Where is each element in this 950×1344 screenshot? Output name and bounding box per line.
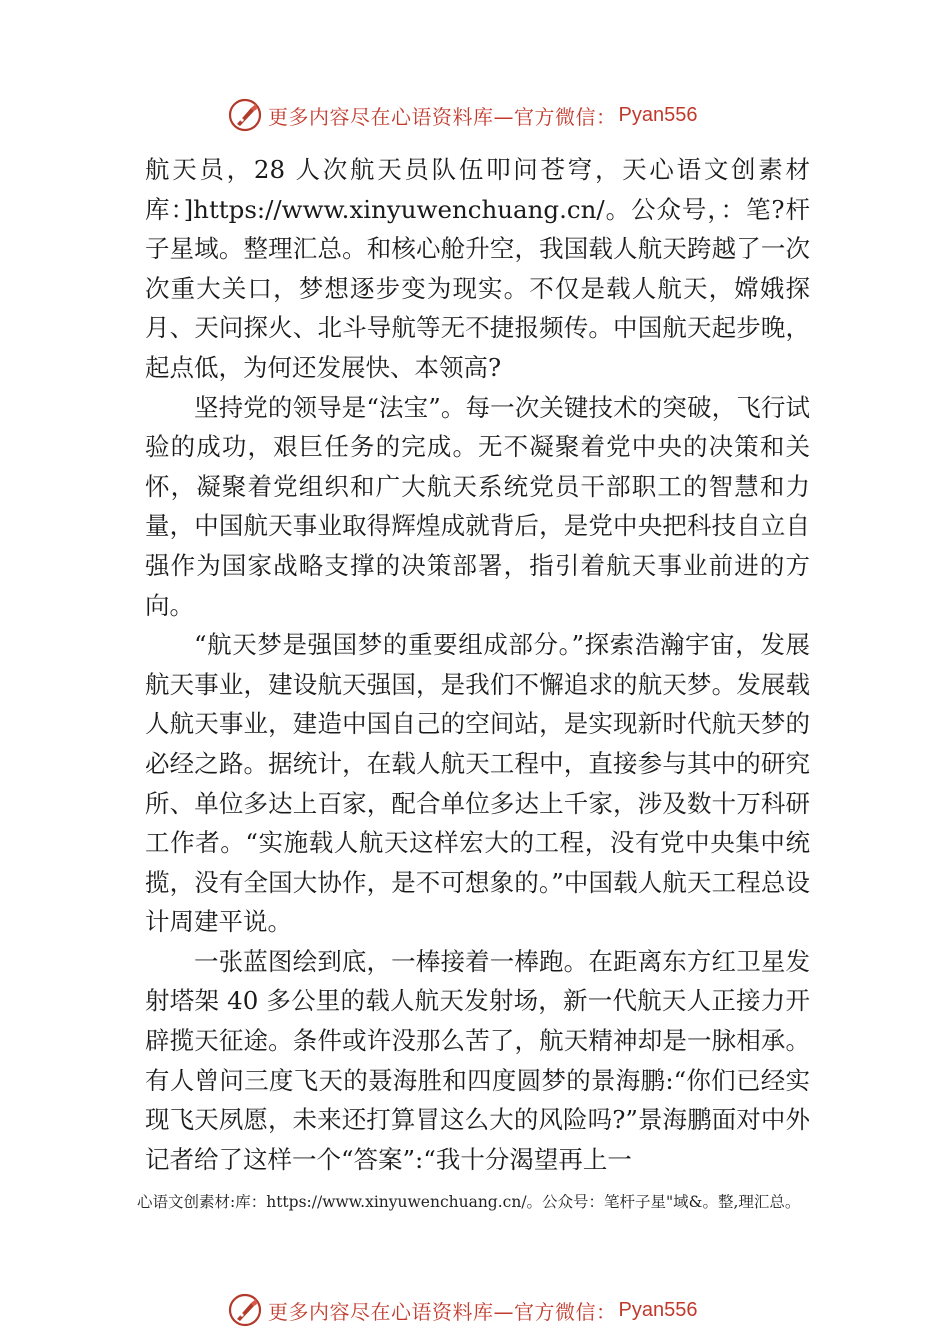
banner-text: 更多内容尽在心语资料库—官方微信： (268, 104, 617, 129)
pen-nib-logo-icon (228, 1293, 262, 1327)
banner-wechat-id: Pyan556 (618, 103, 698, 126)
paragraph-2: 坚持党的领导是“法宝”。每一次关键技术的突破，飞行试验的成功，艰巨任务的完成。无不凝聚着党中央的决策和关怀，凝聚着党组织和广大航天系统党员干部职工的智慧和力量，中国航天事业取得辉煌成就背后，是党中央把科技自立自强作为国家战略支撑的决策部署，指引着航天事业前进的方向。 (145, 392, 810, 620)
footnote: 心语文创素材:库：https://www.xinyuwenchuang.cn/。公众号：笔杆子星"域&。整,理汇总。 (137, 1193, 801, 1211)
banner-wechat-id: Pyan556 (618, 1298, 698, 1321)
paragraph-4: 一张蓝图绘到底，一棒接着一棒跑。在距离东方红卫星发射塔架 40 多公里的载人航天发射场，新一代航天人正接力开辟揽天征途。条件或许没那么苦了，航天精神却是一脉相承。有人曾问三度飞天的聂海胜和四度圆梦的景海鹏:“你们已经实现飞天夙愿，未来还打算冒这么大的风险吗?”景海鹏面对中外记者给了这样一个“答案”:“我十分渴望再上一 (145, 946, 810, 1174)
paragraph-3: “航天梦是强国梦的重要组成部分。”探索浩瀚宇宙，发展航天事业，建设航天强国，是我们不懈追求的航天梦。发展载人航天事业，建造中国自己的空间站，是实现新时代航天梦的必经之路。据统计，在载人航天工程中，直接参与其中的研究所、单位多达上百家，配合单位多达上千家，涉及数十万科研工作者。“实施载人航天这样宏大的工程，没有党中央集中统揽，没有全国大协作，是不可想象的。”中国载人航天工程总设计周建平说。 (145, 630, 810, 937)
banner-text: 更多内容尽在心语资料库—官方微信： (268, 1299, 617, 1324)
header-banner (228, 97, 697, 133)
pen-nib-logo-icon (228, 98, 262, 132)
footer-banner (228, 1292, 697, 1328)
document-body (145, 150, 810, 1179)
paragraph-1: 航天员，28 人次航天员队伍叩问苍穹，天心语文创素材库：]https://www.xinyuwenchuang.cn/。公众号，：笔?杆子星域。整理汇总。和核心舱升空，我国载人航天跨越了一次次重大关口，梦想逐步变为现实。不仅是载人航天，嫦娥探月、天问探火、北斗导航等无不捷报频传。中国航天起步晚，起点低，为何还发展快、本领高? (145, 155, 810, 382)
